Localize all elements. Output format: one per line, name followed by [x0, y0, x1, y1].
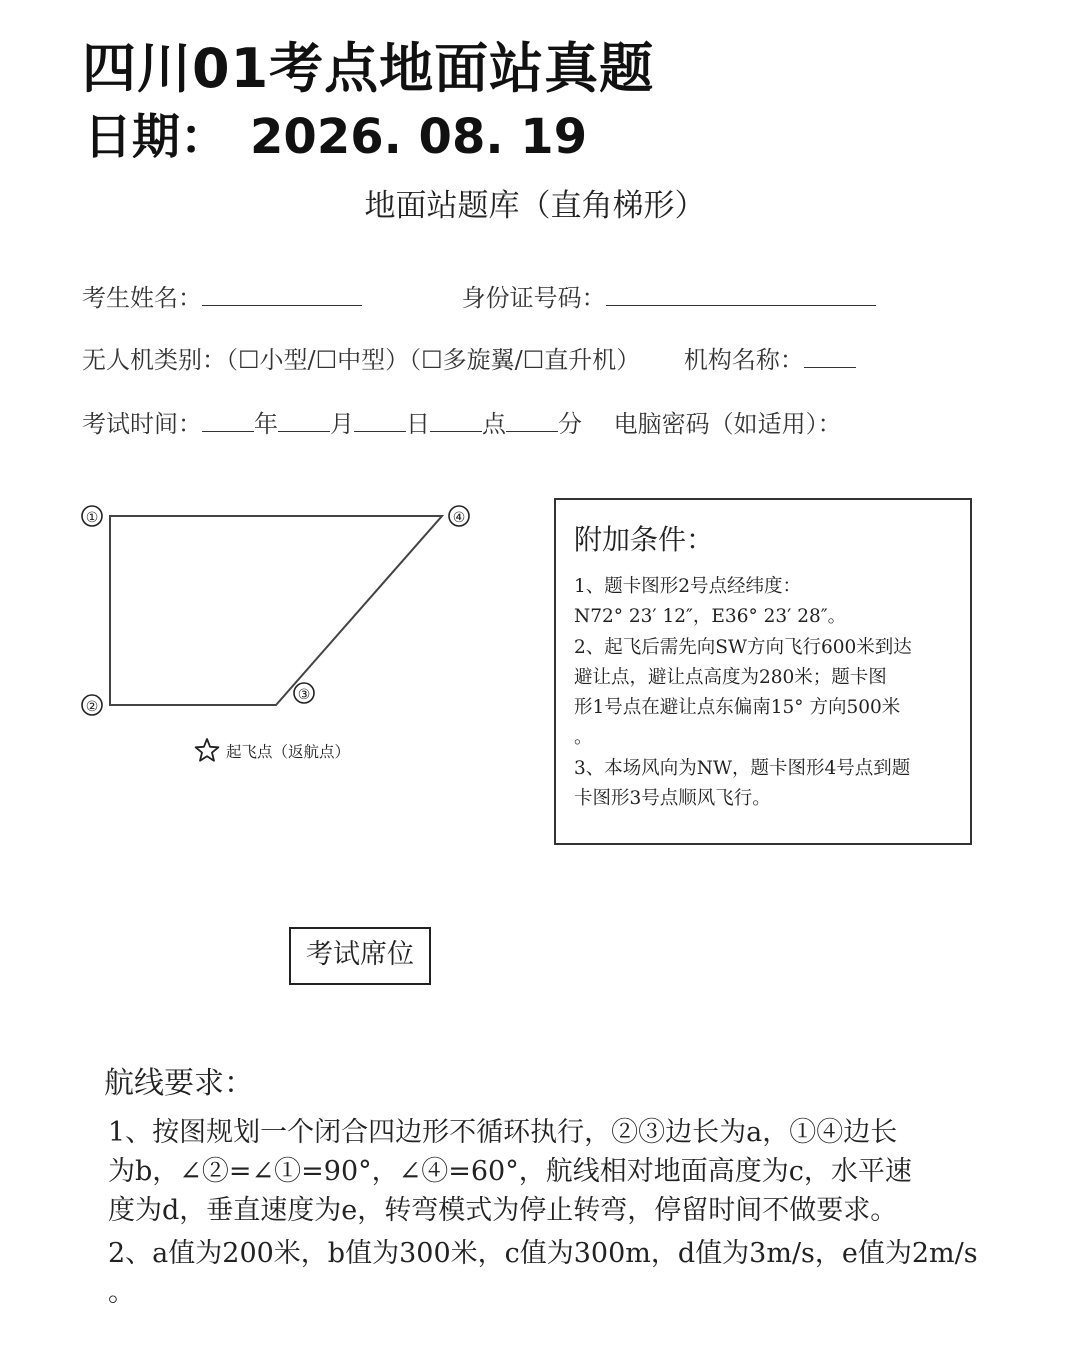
id-label: 身份证号码：	[461, 284, 606, 312]
date-value: 2026. 08. 19	[250, 109, 588, 165]
route-requirement-line: 度为d，垂直速度为e，转弯模式为停止转弯，停留时间不做要求。	[108, 1195, 898, 1226]
exam-time-label: 考试时间：	[82, 410, 202, 438]
condition-line: 形1号点在避让点东偏南15° 方向500米	[574, 697, 901, 718]
takeoff-label: 起飞点（返航点）	[226, 743, 351, 761]
minute-unit: 分	[558, 410, 582, 438]
org-label: 机构名称：	[683, 346, 804, 374]
year-unit: 年	[254, 410, 278, 438]
exam-seat-box: 考试席位	[289, 927, 431, 985]
waypoint-3-marker	[294, 683, 314, 703]
waypoint-1-marker	[82, 506, 102, 526]
route-requirement-line: 1、按图规划一个闭合四边形不循环执行，②③边长为a，①④边长	[108, 1117, 898, 1148]
svg-text:②: ②	[85, 699, 99, 715]
size-options[interactable]: （☐小型/☐中型）	[226, 346, 410, 374]
month-unit: 月	[330, 410, 354, 438]
svg-text:④: ④	[452, 510, 466, 526]
condition-line: N72° 23′ 12″，E36° 23′ 28″。	[574, 606, 847, 627]
route-requirement-line: 为b，∠②=∠①=90°，∠④=60°，航线相对地面高度为c，水平速	[108, 1156, 912, 1187]
minute-field[interactable]	[506, 409, 558, 432]
hour-unit: 点	[482, 410, 506, 438]
waypoint-2-marker	[82, 695, 102, 715]
route-requirements-title: 航线要求：	[104, 1066, 254, 1101]
condition-line: 卡图形3号点顺风飞行。	[574, 788, 771, 809]
condition-line: 3、本场风向为NW，题卡图形4号点到题	[574, 758, 911, 779]
condition-line: 1、题卡图形2号点经纬度：	[574, 576, 802, 597]
year-field[interactable]	[202, 409, 254, 432]
form-row-drone-type	[82, 340, 856, 375]
star-icon	[196, 739, 219, 761]
route-requirement-line: 2、a值为200米，b值为300米，c值为300m，d值为3m/s，e值为2m/s	[108, 1238, 978, 1269]
drone-type-label: 无人机类别：	[82, 346, 226, 374]
condition-line: 2、起飞后需先向SW方向飞行600米到达	[574, 637, 912, 658]
condition-line: 避让点，避让点高度为280米；题卡图	[574, 667, 887, 688]
waypoint-4-marker	[449, 506, 469, 526]
org-field[interactable]	[804, 345, 856, 368]
name-label: 考生姓名：	[82, 284, 202, 312]
id-field[interactable]	[606, 283, 876, 306]
page-subtitle: 地面站题库（直角梯形）	[364, 188, 706, 224]
svg-text:①: ①	[85, 510, 99, 526]
form-row-exam-time	[82, 404, 842, 439]
condition-line: 。	[574, 727, 593, 748]
name-field[interactable]	[202, 283, 362, 306]
rotor-options[interactable]: （☐多旋翼/☐直升机）	[409, 346, 641, 374]
day-field[interactable]	[354, 409, 406, 432]
trapezoid-shape	[110, 516, 442, 705]
route-requirement-line: 。	[108, 1277, 135, 1308]
hour-field[interactable]	[430, 409, 482, 432]
additional-conditions-box	[554, 498, 972, 845]
svg-text:③: ③	[297, 687, 311, 703]
form-row-name-id	[82, 278, 876, 313]
day-unit: 日	[406, 410, 430, 438]
conditions-title: 附加条件：	[574, 523, 715, 556]
page-title: 四川01考点地面站真题	[82, 37, 655, 100]
month-field[interactable]	[278, 409, 330, 432]
pc-password-label: 电脑密码（如适用）：	[613, 410, 842, 438]
exam-date	[84, 98, 587, 167]
trapezoid-route-diagram	[72, 496, 492, 776]
date-label: 日期：	[84, 109, 229, 165]
